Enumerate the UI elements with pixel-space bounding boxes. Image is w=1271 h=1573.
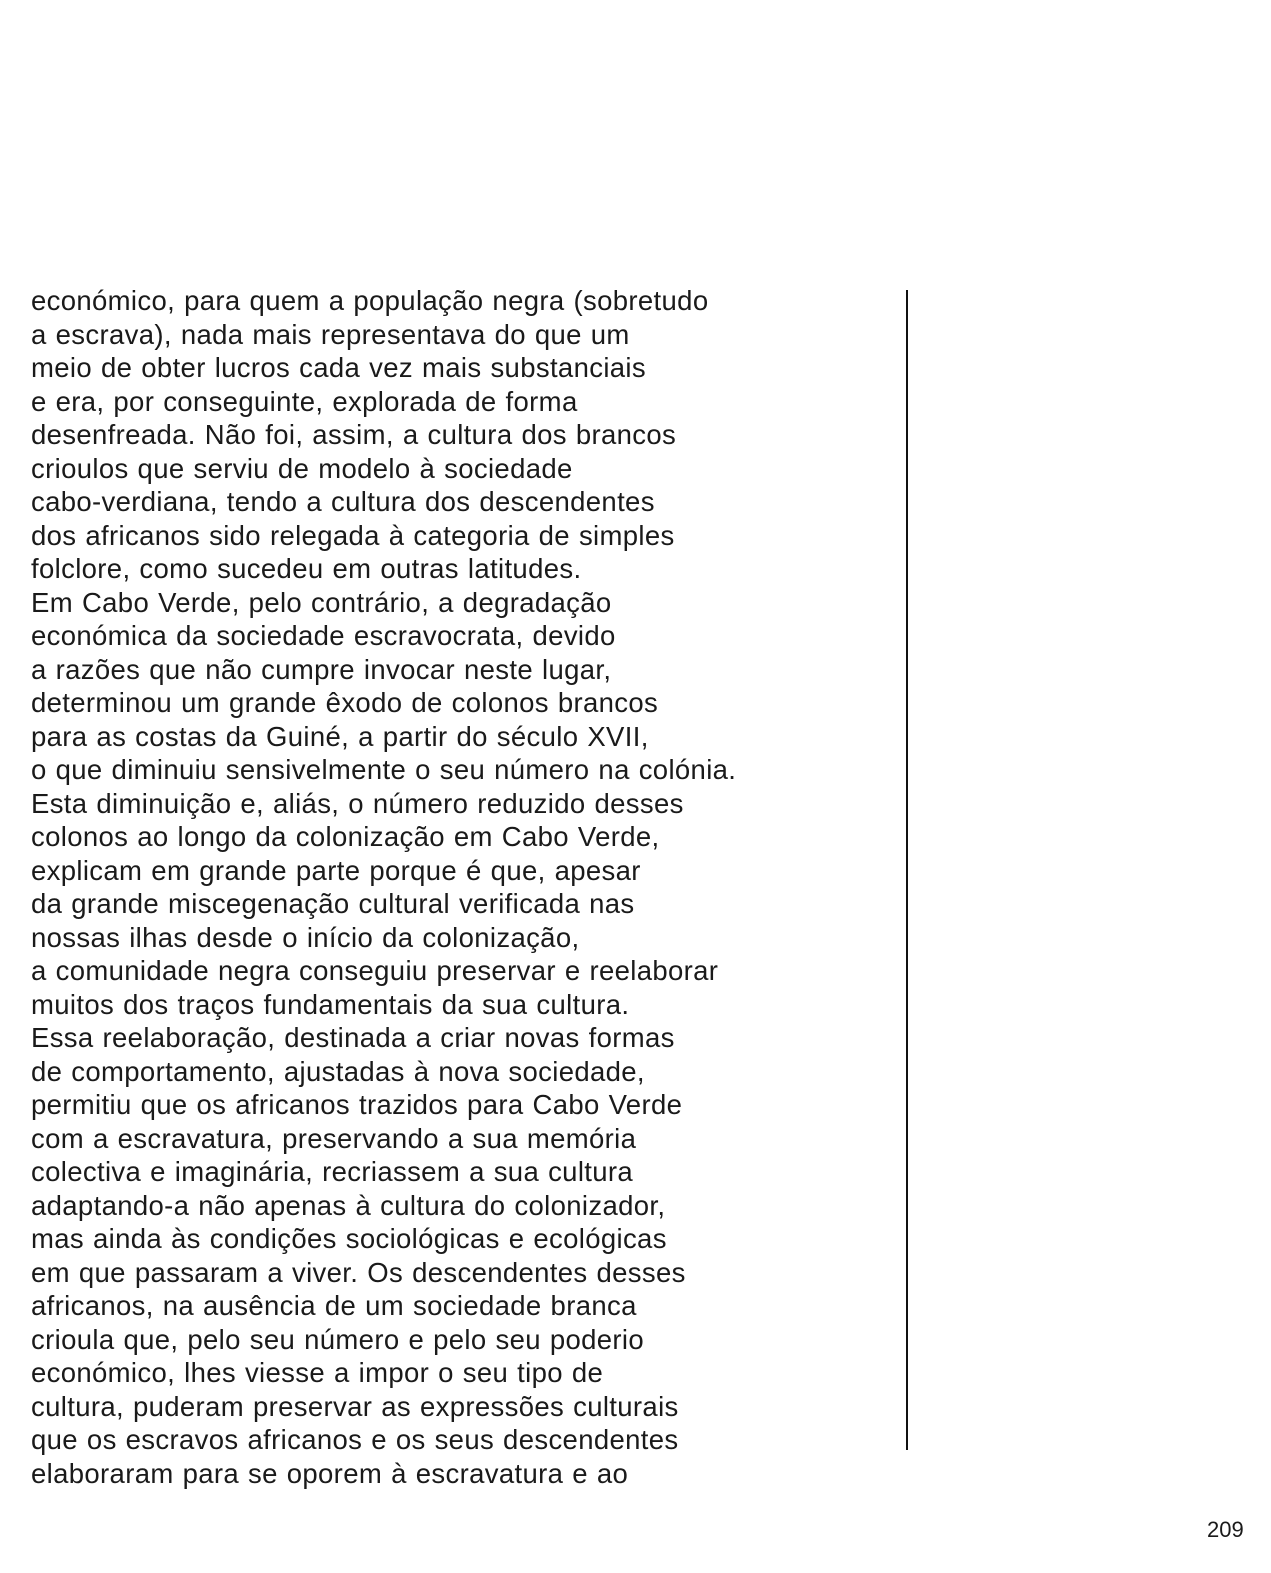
text-line-34: cultura, puderam preservar as expressões culturais — [31, 1390, 679, 1422]
text-line-19: da grande miscegenação cultural verificada nas — [31, 888, 635, 919]
text-line-36: elaboraram para se oporem à escravatura e ao — [31, 1457, 629, 1489]
text-line-6: crioulos que serviu de modelo à sociedade — [31, 452, 573, 484]
text-line-12: a razões que não cumpre invocar neste lugar, — [31, 653, 612, 685]
text-line-2: a escrava), nada mais representava do que um — [31, 318, 630, 350]
text-line-32: crioula que, pelo seu número e pelo seu poderio — [31, 1323, 645, 1355]
text-line-25: permitiu que os africanos trazidos para Cabo Verde — [31, 1089, 683, 1120]
text-line-31: africanos, na ausência de um sociedade branca — [31, 1290, 637, 1321]
page-number: 209 — [1207, 1517, 1244, 1542]
text-line-18: explicam em grande parte porque é que, apesar — [31, 854, 641, 886]
margin-rule — [906, 290, 908, 1450]
text-line-21: a comunidade negra conseguiu preservar e reelaborar — [31, 955, 719, 986]
text-line-20: nossas ilhas desde o início da colonização, — [31, 921, 580, 953]
text-line-29: mas ainda às condições sociológicas e ecológicas — [31, 1223, 667, 1254]
text-line-3: meio de obter lucros cada vez mais substanciais — [31, 352, 646, 383]
text-line-13: determinou um grande êxodo de colonos brancos — [31, 687, 659, 718]
text-line-23: Essa reelaboração, destinada a criar novas formas — [31, 1022, 675, 1053]
text-line-1: económico, para quem a população negra (sobretudo — [31, 285, 709, 316]
text-line-33: económico, lhes viesse a impor o seu tipo de — [31, 1357, 604, 1388]
text-line-30: em que passaram a viver. Os descendentes desses — [31, 1256, 686, 1288]
text-line-26: com a escravatura, preservando a sua memória — [31, 1122, 637, 1154]
text-line-5: desenfreada. Não foi, assim, a cultura dos brancos — [31, 419, 677, 450]
text-line-11: económica da sociedade escravocrata, devido — [31, 620, 616, 651]
text-line-24: de comportamento, ajustadas à nova sociedade, — [31, 1055, 645, 1087]
text-line-35: que os escravos africanos e os seus descendentes — [31, 1424, 679, 1455]
text-line-8: dos africanos sido relegada à categoria de simples — [31, 519, 675, 551]
text-line-17: colonos ao longo da colonização em Cabo Verde, — [31, 821, 660, 852]
text-line-16: Esta diminuição e, aliás, o número reduzido desses — [31, 787, 684, 819]
text-line-27: colectiva e imaginária, recriassem a sua cultura — [31, 1156, 634, 1187]
text-line-10: Em Cabo Verde, pelo contrário, a degradação — [31, 586, 612, 618]
text-line-9: folclore, como sucedeu em outras latitudes. — [31, 553, 582, 584]
text-line-15: o que diminuiu sensivelmente o seu número na colónia. — [31, 754, 737, 785]
text-line-4: e era, por conseguinte, explorada de forma — [31, 385, 578, 417]
text-line-7: cabo-verdiana, tendo a cultura dos descendentes — [31, 486, 655, 517]
body-text — [31, 284, 901, 1490]
text-line-14: para as costas da Guiné, a partir do século XVII, — [31, 720, 649, 752]
text-line-28: adaptando-a não apenas à cultura do colonizador, — [31, 1189, 666, 1221]
text-line-22: muitos dos traços fundamentais da sua cultura. — [31, 988, 630, 1020]
